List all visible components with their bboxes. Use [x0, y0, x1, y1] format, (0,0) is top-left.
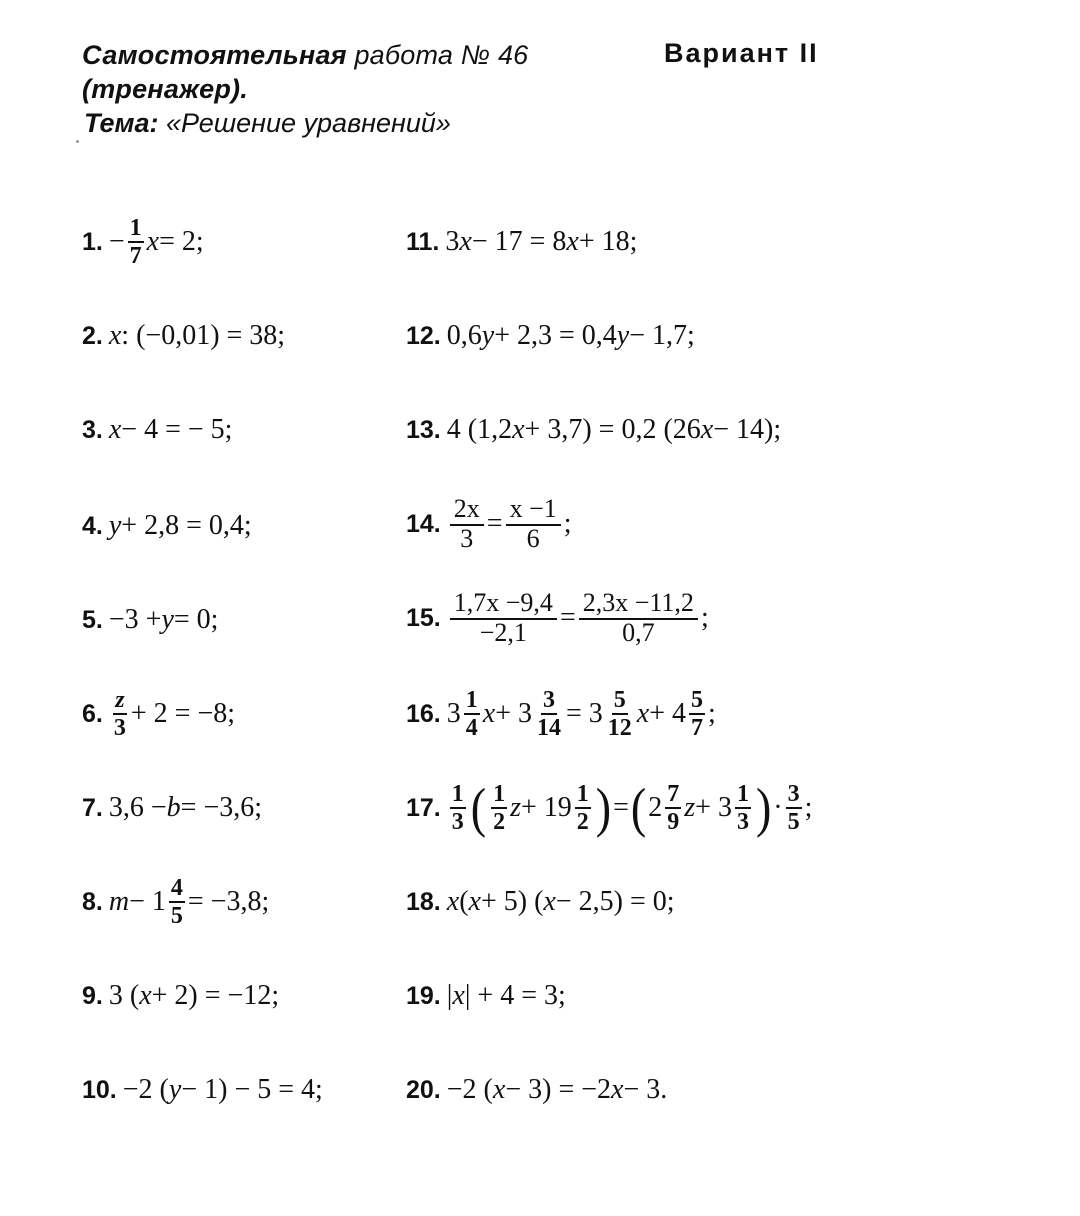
- denominator: 5: [170, 903, 183, 929]
- equation-11: [406, 212, 637, 272]
- equation-10: [82, 1060, 323, 1120]
- equation-number: 4.: [82, 511, 103, 540]
- fraction: [169, 875, 185, 929]
- equation-19: [406, 966, 566, 1026]
- eq-text: | + 4 = 3;: [464, 980, 566, 1011]
- eq-text: + 5) (: [480, 886, 544, 917]
- eq-text: + 2 = −8;: [130, 698, 236, 729]
- variable: x: [543, 886, 556, 917]
- eq-text: − 1,7;: [629, 320, 695, 351]
- denominator: −2,1: [479, 618, 527, 647]
- topic-line: [84, 108, 451, 139]
- topic-text: «Решение уравнений»: [165, 108, 451, 138]
- numerator: 2x: [450, 496, 484, 526]
- equation-number: 9.: [82, 981, 103, 1010]
- numerator: 1: [465, 687, 478, 713]
- equation-8: [82, 872, 269, 932]
- equation-number: 12.: [406, 321, 441, 350]
- eq-text: + 3: [695, 792, 732, 823]
- eq-text: 2: [648, 792, 663, 823]
- equation-2: [82, 306, 285, 366]
- equation-13: [406, 400, 781, 460]
- variable: y: [168, 1074, 182, 1105]
- eq-text: + 4: [649, 698, 687, 729]
- numerator: 4: [170, 875, 183, 901]
- eq-text: =: [559, 602, 576, 633]
- denominator: 0,7: [622, 618, 655, 647]
- denominator: 5: [787, 809, 800, 835]
- denominator: 2: [493, 809, 506, 835]
- eq-text: = 0;: [173, 604, 219, 635]
- numerator: 1: [576, 781, 589, 807]
- eq-text: 3 (: [108, 980, 140, 1011]
- variable: x: [139, 980, 152, 1011]
- eq-text: + 2,8 = 0,4;: [121, 510, 252, 541]
- fraction: [506, 496, 561, 552]
- eq-text: − 1: [129, 886, 166, 917]
- denominator: 14: [537, 715, 561, 741]
- fraction: [575, 781, 591, 835]
- equation-number: 2.: [82, 321, 103, 350]
- fraction: [786, 781, 802, 835]
- eq-text: = 2;: [159, 226, 204, 257]
- equation-number: 17.: [406, 793, 441, 822]
- eq-text: − 4 = − 5;: [121, 414, 233, 445]
- variable: y: [108, 510, 122, 541]
- denominator: 4: [465, 715, 478, 741]
- eq-text: 0,6: [446, 320, 482, 351]
- title-word-1: Самостоятельная: [82, 40, 347, 70]
- eq-text: 4 (1,2: [446, 414, 513, 445]
- equation-number: 7.: [82, 793, 103, 822]
- numerator: 7: [667, 781, 680, 807]
- equation-7: [82, 778, 262, 838]
- eq-text: =: [486, 508, 503, 539]
- topic-label: Тема:: [84, 108, 159, 138]
- eq-text: = −3,8;: [187, 886, 270, 917]
- eq-text: −: [108, 226, 125, 257]
- scan-speck: [76, 140, 79, 143]
- variable: x: [512, 414, 525, 445]
- variable: x: [146, 226, 160, 257]
- equation-number: 13.: [406, 415, 441, 444]
- denominator: 12: [607, 715, 632, 741]
- equation-number: 16.: [406, 699, 441, 728]
- variable: x: [566, 226, 579, 257]
- fraction: [491, 781, 507, 835]
- fraction: [464, 687, 480, 741]
- eq-text: − 3.: [623, 1074, 668, 1105]
- eq-text: : (−0,01) = 38;: [121, 320, 286, 351]
- eq-text: ·: [773, 792, 783, 823]
- title-word-2: работа № 46: [354, 40, 529, 70]
- eq-text: = 3: [566, 698, 603, 729]
- fraction: [535, 687, 563, 741]
- numerator: x −1: [506, 496, 561, 526]
- eq-text: + 3: [495, 698, 532, 729]
- equation-5: [82, 590, 218, 650]
- eq-text: − 1) − 5 = 4;: [181, 1074, 323, 1105]
- variable: x: [611, 1074, 624, 1105]
- numerator: z: [115, 687, 125, 713]
- equation-number: 15.: [406, 603, 441, 632]
- variable: z: [684, 792, 696, 823]
- eq-text: + 2,3 = 0,4: [494, 320, 617, 351]
- eq-text: + 2) = −12;: [151, 980, 280, 1011]
- equation-9: [82, 966, 279, 1026]
- variable: m: [108, 886, 130, 917]
- eq-text: − 2,5) = 0;: [555, 886, 675, 917]
- equation-20: [406, 1060, 667, 1120]
- denominator: 3: [460, 524, 474, 553]
- eq-text: 3,6 −: [108, 792, 167, 823]
- equation-number: 10.: [82, 1075, 117, 1104]
- fraction: [665, 781, 681, 835]
- fraction: [735, 781, 751, 835]
- variable: x: [446, 886, 460, 917]
- variable: x: [468, 886, 481, 917]
- equation-number: 20.: [406, 1075, 441, 1104]
- eq-text: + 19: [521, 792, 572, 823]
- variable: y: [161, 604, 174, 635]
- equation-number: 5.: [82, 605, 103, 634]
- denominator: 7: [691, 715, 704, 741]
- eq-text: − 14);: [713, 414, 782, 445]
- equation-number: 6.: [82, 699, 103, 728]
- eq-text: 3: [446, 698, 461, 729]
- eq-text: −2 (: [122, 1074, 169, 1105]
- eq-text: ;: [804, 792, 813, 823]
- variable: y: [616, 320, 630, 351]
- equation-number: 3.: [82, 415, 103, 444]
- denominator: 7: [129, 243, 142, 269]
- equation-6: [82, 684, 235, 744]
- paren: ): [595, 776, 612, 838]
- eq-text: −3 +: [108, 604, 162, 635]
- eq-text: =: [613, 792, 629, 823]
- variable: b: [166, 792, 181, 823]
- variable: x: [700, 414, 714, 445]
- denominator: 6: [526, 524, 540, 553]
- title-line-2: (тренажер).: [82, 74, 248, 104]
- variable: x: [108, 320, 122, 351]
- variable: x: [636, 698, 650, 729]
- denominator: 2: [576, 809, 589, 835]
- numerator: 3: [543, 687, 555, 713]
- equation-12: [406, 306, 695, 366]
- equation-18: [406, 872, 675, 932]
- variable: x: [459, 226, 472, 257]
- fraction: [689, 687, 705, 741]
- variable: x: [492, 1074, 506, 1105]
- eq-text: − 17 = 8: [471, 226, 567, 257]
- eq-text: −2 (: [446, 1074, 493, 1105]
- eq-text: ;: [700, 602, 709, 633]
- fraction: [128, 215, 144, 269]
- eq-text: 3: [445, 226, 460, 257]
- equation-17: [406, 778, 812, 838]
- fraction: [450, 496, 484, 552]
- fraction: [579, 590, 698, 646]
- variable: x: [452, 980, 465, 1011]
- equation-number: 18.: [406, 887, 441, 916]
- denominator: 3: [736, 809, 749, 835]
- variable: x: [108, 414, 122, 445]
- numerator: 1: [129, 215, 142, 241]
- eq-text: + 18;: [578, 226, 638, 257]
- eq-text: = −3,6;: [180, 792, 263, 823]
- numerator: 1: [736, 781, 749, 807]
- fraction: [606, 687, 634, 741]
- equation-number: 1.: [82, 227, 103, 256]
- worksheet-title: [82, 38, 528, 106]
- equation-16: [406, 684, 716, 744]
- paren: ): [755, 776, 772, 838]
- variable: z: [510, 792, 521, 823]
- equation-number: 8.: [82, 887, 103, 916]
- eq-text: + 3,7) = 0,2 (26: [524, 414, 701, 445]
- eq-text: (: [459, 886, 469, 917]
- fraction: [450, 781, 466, 835]
- fraction: [450, 590, 557, 646]
- equation-4: [82, 496, 252, 556]
- denominator: 9: [667, 809, 680, 835]
- paren: (: [630, 776, 647, 838]
- equation-number: 19.: [406, 981, 441, 1010]
- variant-label: Вариант II: [664, 38, 819, 68]
- eq-text: − 3) = −2: [505, 1074, 612, 1105]
- numerator: 5: [691, 687, 704, 713]
- fraction: [112, 687, 128, 741]
- variable: x: [482, 698, 496, 729]
- equation-15: [406, 588, 709, 648]
- eq-text: |: [446, 980, 453, 1011]
- equation-number: 11.: [406, 227, 440, 256]
- paren: (: [470, 776, 487, 838]
- equation-number: 14.: [406, 509, 441, 538]
- numerator: 3: [787, 781, 800, 807]
- equation-14: [406, 494, 572, 554]
- equation-1: [82, 212, 204, 272]
- numerator: 2,3x −11,2: [579, 590, 698, 620]
- numerator: 5: [613, 687, 626, 713]
- variable: y: [481, 320, 495, 351]
- eq-text: ;: [563, 508, 572, 539]
- equation-3: [82, 400, 232, 460]
- denominator: 3: [451, 809, 464, 835]
- numerator: 1,7x −9,4: [450, 590, 557, 620]
- numerator: 1: [493, 781, 506, 807]
- eq-text: ;: [708, 698, 716, 729]
- denominator: 3: [113, 715, 126, 741]
- numerator: 1: [451, 781, 464, 807]
